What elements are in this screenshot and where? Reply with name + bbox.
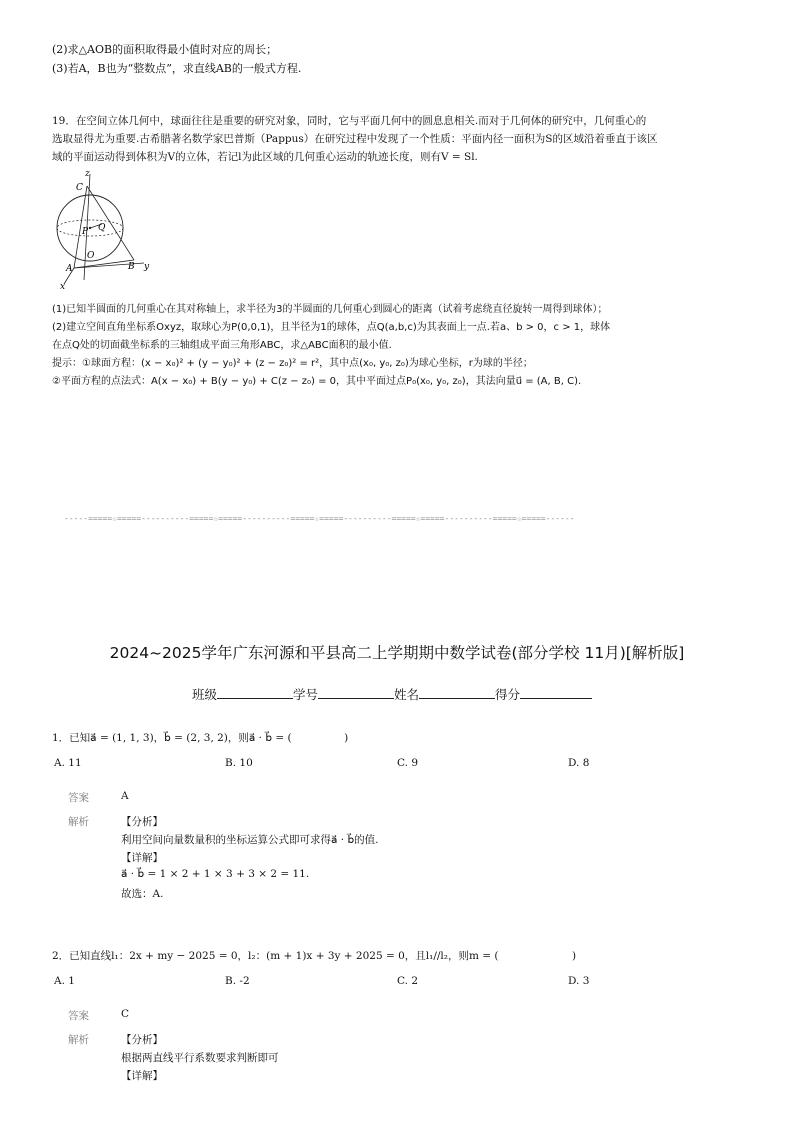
q19-sub2b: 在点Q处的切面截坐标系的三轴组成平面三角形ABC，求△ABC面积的最小值. [52, 340, 392, 351]
number-blank[interactable] [318, 686, 394, 699]
q18-part3: (3)若A，B也为“整数点”，求直线AB的一般式方程. [52, 62, 302, 75]
q1-analysis-label: 解析 [68, 816, 89, 828]
q1-fenxi: 【分析】 [121, 816, 163, 828]
q2-answer: C [121, 1008, 130, 1020]
fig-label-a: A [66, 264, 73, 274]
q1-conclusion: 故选：A. [121, 888, 164, 900]
fig-label-o: O [87, 251, 95, 261]
name-label: 姓名 [394, 687, 420, 702]
q1-answer-label: 答案 [68, 792, 89, 804]
sphere-figure [54, 168, 164, 292]
score-blank[interactable] [520, 686, 592, 699]
q2-option-d[interactable]: D. 3 [568, 975, 590, 987]
class-blank[interactable] [217, 686, 293, 699]
q2-option-a[interactable]: A. 1 [54, 975, 75, 987]
q2-option-c[interactable]: C. 2 [397, 975, 419, 987]
q2-analysis-label: 解析 [68, 1034, 89, 1046]
q2-xiangjie: 【详解】 [121, 1070, 163, 1082]
q1-option-a[interactable]: A. 11 [54, 757, 82, 769]
q19-sub1: (1)已知半圆面的几何重心在其对称轴上，求半径为3的半圆面的几何重心到圆心的距离（试着考虑绕直径旋转一周得到球体）； [52, 304, 608, 315]
q1-calc: a⃗ · b⃗ = 1 × 2 + 1 × 3 + 3 × 2 = 11. [121, 868, 310, 880]
fig-label-z: z [85, 169, 90, 179]
q2-stem: 2．已知直线l₁：2x + my − 2025 = 0，l₂：(m + 1)x + 3y + 2025 = 0，且l₁//l₂，则m = ( ) [52, 950, 577, 962]
q1-fenxi-text: 利用空间向量数量积的坐标运算公式即可求得a⃗ · b⃗的值. [121, 834, 379, 846]
number-label: 学号 [293, 687, 319, 702]
q1-option-b[interactable]: B. 10 [225, 757, 253, 769]
q19-sub2a: (2)建立空间直角坐标系Oxyz，取球心为P(0,0,1)，且半径为1的球体，点Q(a,b,c)为其表面上一点.若a、b > 0，c > 1，球体 [52, 322, 611, 333]
q2-fenxi: 【分析】 [121, 1034, 163, 1046]
q1-xiangjie: 【详解】 [121, 852, 163, 864]
q1-option-d[interactable]: D. 8 [568, 757, 590, 769]
q1-answer: A [121, 790, 129, 802]
q1-stem: 1．已知a⃗ = (1, 1, 3)，b⃗ = (2, 3, 2)，则a⃗ · b⃗ = ( ) [52, 732, 349, 744]
q19-hint1: 提示：①球面方程：(x − x₀)² + (y − y₀)² + (z − z₀)² = r²，其中点(x₀, y₀, z₀)为球心坐标，r为球的半径； [52, 358, 533, 369]
fig-label-b: B [128, 262, 135, 272]
q18-part2: (2)求△AOB的面积取得最小值时对应的周长； [52, 43, 278, 56]
page-title: 2024~2025学年广东河源和平县高二上学期期中数学试卷(部分学校 11月)[解析版] [109, 644, 685, 662]
q19-line1: 19．在空间立体几何中，球面往往是重要的研究对象，同时，它与平面几何中的圆息息相关.而对于几何体的研究中，几何重心的 [52, 115, 647, 127]
q2-answer-label: 答案 [68, 1010, 89, 1022]
q1-option-c[interactable]: C. 9 [397, 757, 419, 769]
q19-line3: 域的平面运动得到体积为V的立体，若记l为此区域的几何重心运动的轨迹长度，则有V = Sl. [52, 151, 478, 163]
q19-hint2: ②平面方程的点法式：A(x − x₀) + B(y − y₀) + C(z − z₀) = 0，其中平面过点P₀(x₀, y₀, z₀)，其法向量u⃗ = (A, B, C). [52, 376, 582, 387]
score-label: 得分 [495, 687, 521, 702]
section-separator: -----=====☆=====----------=====☆=====----------=====☆=====----------=====☆=====----------=====☆=====------ [64, 514, 575, 523]
q2-option-b[interactable]: B. -2 [225, 975, 250, 987]
fig-label-c: C [76, 183, 83, 193]
q2-fenxi-text: 根据两直线平行系数要求判断即可 [121, 1052, 279, 1064]
q19-line2: 选取显得尤为重要.古希腊著名数学家巴普斯（Pappus）在研究过程中发现了一个性质：平面内径一面积为S的区域沿着垂直于该区 [52, 133, 658, 145]
name-blank[interactable] [419, 686, 495, 699]
fig-label-x: x [60, 282, 66, 292]
student-info-row [192, 685, 592, 703]
fig-label-q: Q [98, 223, 106, 233]
fig-label-p: P [82, 227, 89, 237]
fig-label-y: y [144, 262, 150, 272]
class-label: 班级 [192, 687, 218, 702]
